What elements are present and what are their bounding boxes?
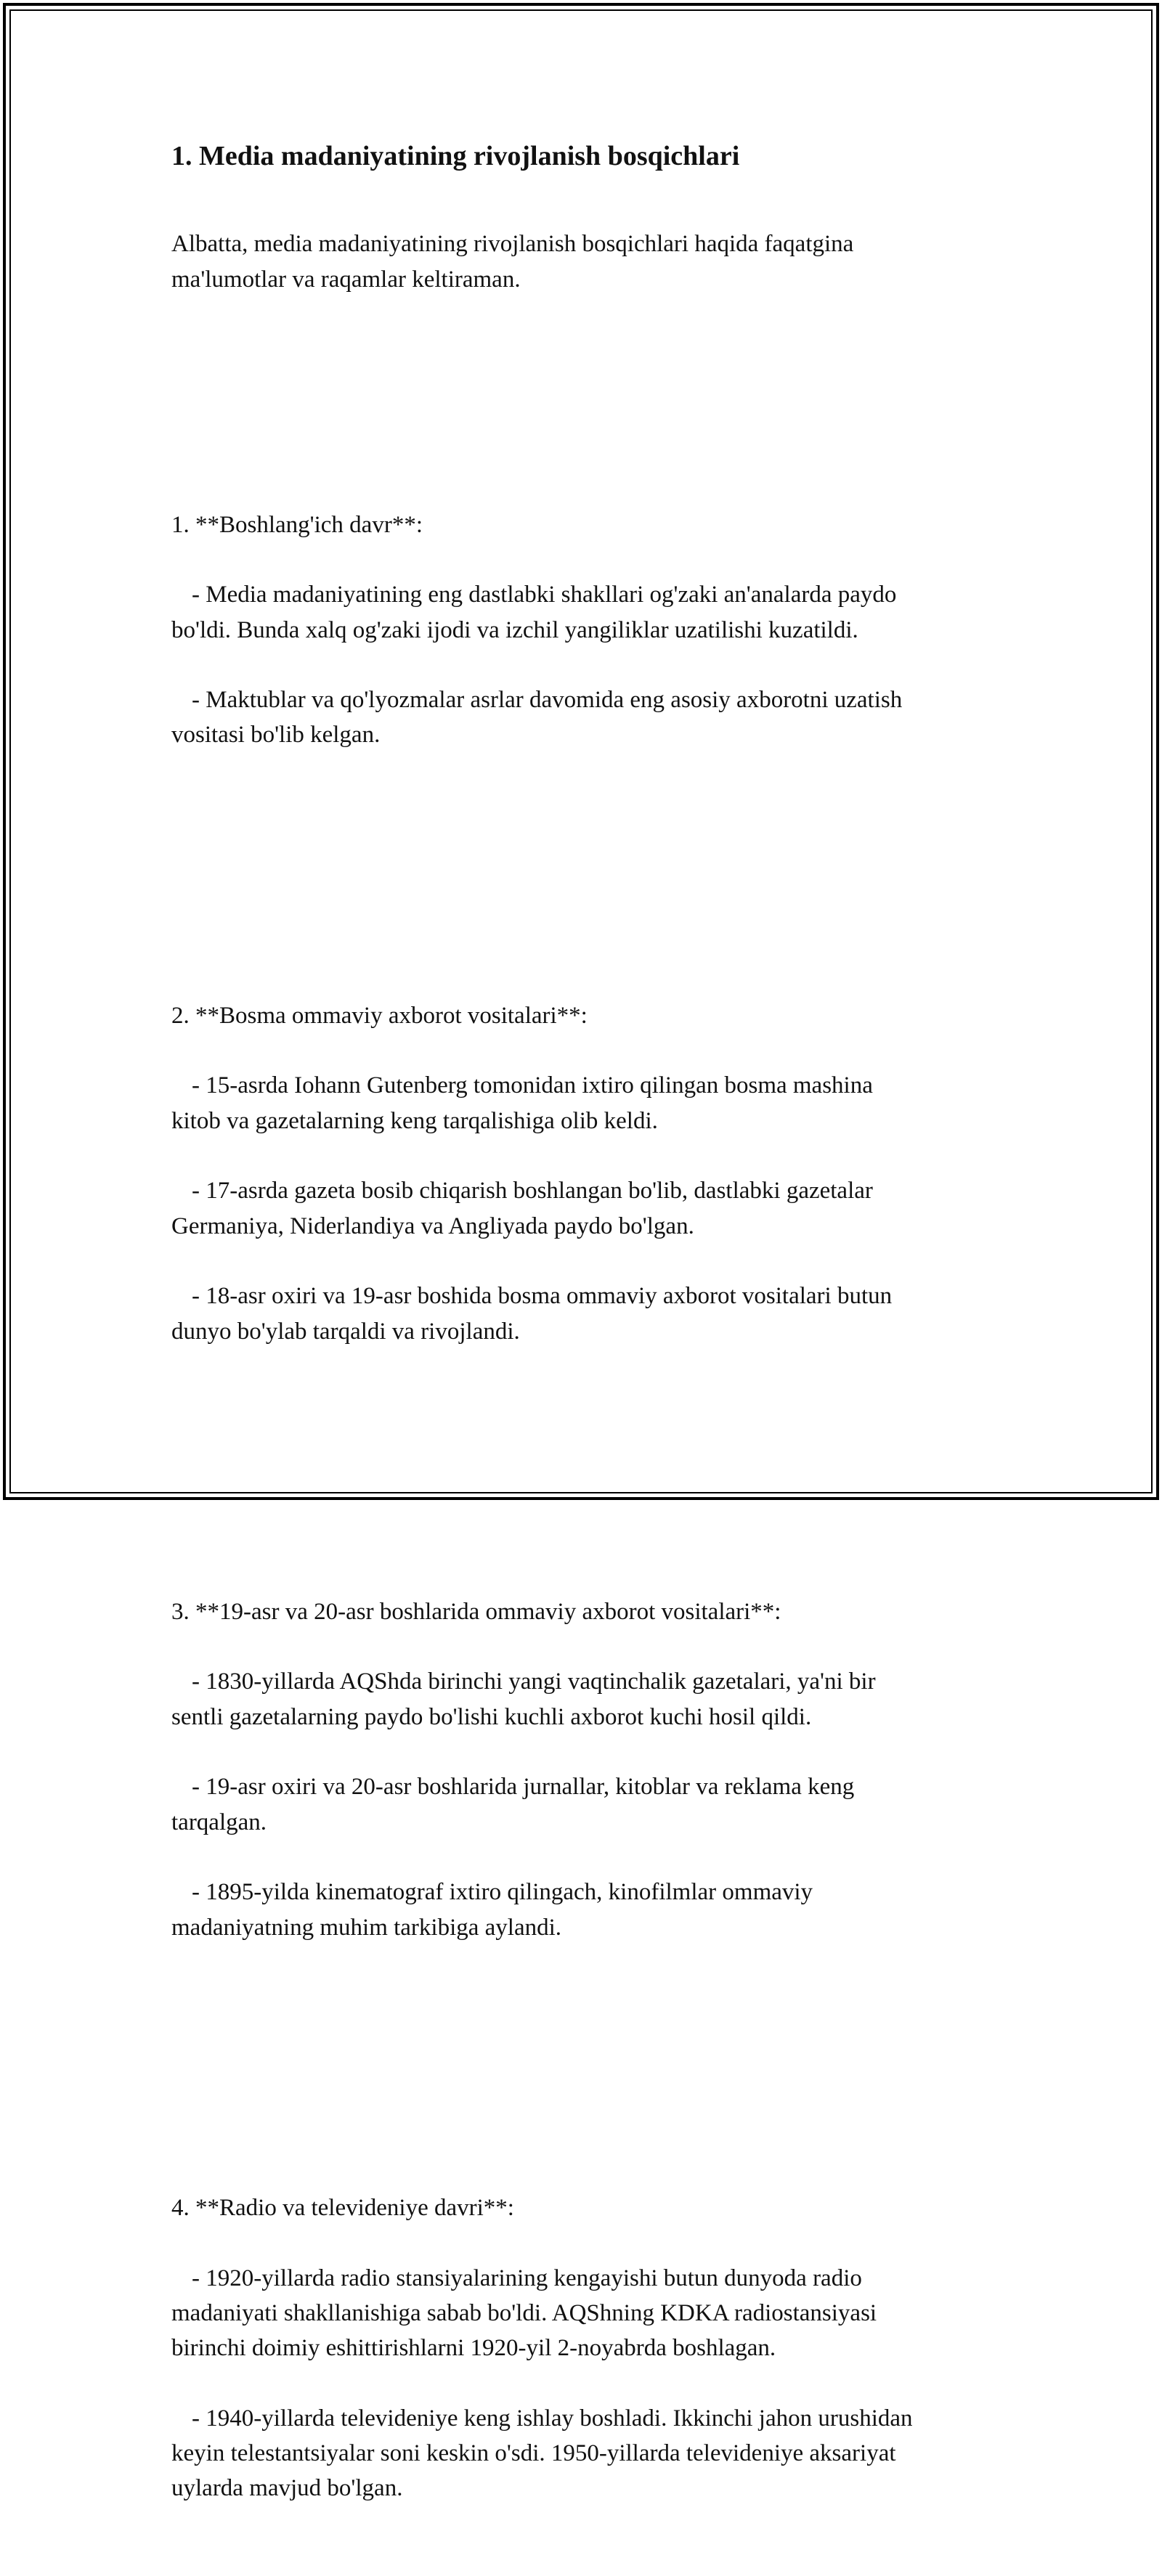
section-heading: 2. **Bosma ommaviy axborot vositalari**: — [171, 1002, 588, 1029]
section-1 — [171, 472, 999, 788]
section-bullet: - 1920-yillarda radio stansiyalarining kengayishi butun dunyoda radio madaniyati shakllanishiga sabab bo'ldi. AQShning KDKA radiostansiyasi birinchi doimiy eshittirishlarni 1920-yil 2-noyabrda boshlagan. — [171, 2265, 877, 2362]
section-bullet: - 19-asr oxiri va 20-asr boshlarida jurnallar, kitoblar va reklama keng tarqalgan. — [171, 1774, 855, 1835]
section-bullet: - 1830-yillarda AQShda birinchi yangi vaqtinchalik gazetalari, ya'ni bir sentli gazetalarning paydo bo'lishi kuchli axborot kuchi hosil qildi. — [171, 1668, 876, 1730]
section-heading: 4. **Radio va televideniye davri**: — [171, 2194, 514, 2221]
section-bullet: - 1940-yillarda televideniye keng ishlay boshladi. Ikkinchi jahon urushidan keyin telestantsiyalar soni keskin o'sdi. 1950-yillarda televideniye aksariyat uylarda mavjud bo'lgan. — [171, 2405, 913, 2502]
section-4 — [171, 2156, 999, 2541]
section-bullet: - 15-asrda Iohann Gutenberg tomonidan ixtiro qilingan bosma mashina kitob va gazetalarning keng tarqalishiga olib keldi. — [171, 1072, 873, 1134]
document-content — [171, 135, 999, 2576]
section-2 — [171, 963, 999, 1385]
section-bullet: - 18-asr oxiri va 19-asr boshida bosma ommaviy axborot vositalari butun dunyo bo'ylab tarqaldi va rivojlandi. — [171, 1283, 893, 1345]
section-bullet: - 1895-yilda kinematograf ixtiro qilingach, kinofilmlar ommaviy madaniyatning muhim tarkibiga aylandi. — [171, 1879, 813, 1941]
section-bullet: - Media madaniyatining eng dastlabki shakllari og'zaki an'analarda paydo bo'ldi. Bunda xalq og'zaki ijodi va izchil yangiliklar uzatilishi kuzatildi. — [171, 582, 897, 643]
section-heading: 3. **19-asr va 20-asr boshlarida ommaviy axborot vositalari**: — [171, 1598, 781, 1625]
paragraph-gap — [171, 367, 999, 402]
document-body — [171, 192, 999, 2576]
paragraph-gap — [171, 1454, 999, 1489]
intro-paragraph: Albatta, media madaniyatining rivojlanish bosqichlari haqida faqatgina ma'lumotlar va raqamlar keltiraman. — [171, 231, 854, 293]
section-bullet: - 17-asrda gazeta bosib chiqarish boshlangan bo'lib, dastlabki gazetalar Germaniya, Niderlandiya va Angliyada paydo bo'lgan. — [171, 1178, 873, 1239]
paragraph-gap — [171, 2050, 999, 2085]
section-bullet: - Maktublar va qo'lyozmalar asrlar davomida eng asosiy axborotni uzatish vositasi bo'lib kelgan. — [171, 687, 903, 749]
section-heading: 1. **Boshlang'ich davr**: — [171, 511, 423, 538]
section-3 — [171, 1560, 999, 1981]
document-title: 1. Media madaniyatining rivojlanish bosqichlari — [171, 141, 740, 171]
paragraph-gap — [171, 858, 999, 893]
